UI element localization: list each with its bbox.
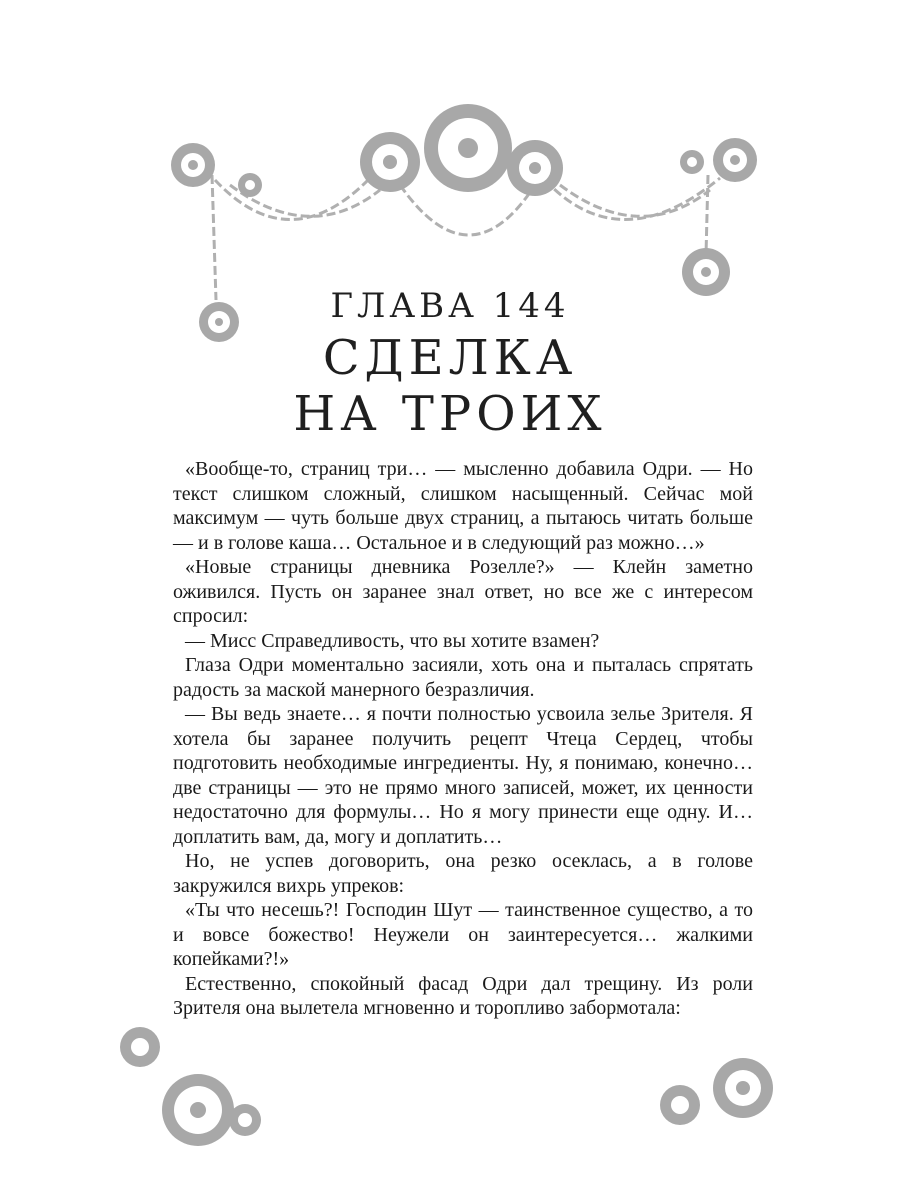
chapter-title-line-1: СДЕЛКА bbox=[322, 330, 578, 386]
gear-icon bbox=[360, 132, 420, 192]
paragraph: «Новые страницы дневника Розелле?» — Клейн заметно оживился. Пусть он заранее знал ответ, но все же с интересом спросил: bbox=[173, 556, 753, 627]
body-text bbox=[173, 457, 753, 1021]
chapter-title bbox=[0, 330, 900, 442]
gear-icon bbox=[120, 1027, 160, 1067]
paragraph: — Вы ведь знаете… я почти полностью усвоила зелье Зрителя. Я хотела бы заранее получить рецепт Чтеца Сердец, чтобы подготовить необходимые ингредиенты. Ну, я понимаю, конечно… две страницы — это не прямо много записей, может, их ценности недостаточно для формулы… Но я могу принести еще одну. И… доплатить вам, да, могу и доплатить… bbox=[173, 703, 753, 848]
chain-right bbox=[545, 175, 720, 255]
paragraph: «Вообще-то, страниц три… — мысленно добавила Одри. — Но текст слишком сложный, слишком насыщенный. Сейчас мой максимум — чуть больше двух страниц, а пытаюсь читать больше — и в голове каша… Остальное и в следующий раз можно…» bbox=[173, 458, 753, 554]
gear-icon bbox=[713, 138, 757, 182]
paragraph: — Мисс Справедливость, что вы хотите взамен? bbox=[185, 629, 600, 652]
paragraph: Но, не успев договорить, она резко осеклась, а в голове закружился вихрь упреков: bbox=[173, 850, 753, 897]
paragraph: Естественно, спокойный фасад Одри дал трещину. Из роли Зрителя она вылетела мгновенно и торопливо забормотала: bbox=[173, 972, 753, 1019]
gear-icon bbox=[713, 1058, 773, 1118]
bottom-right-gear-ornament bbox=[640, 1050, 800, 1170]
gear-icon bbox=[424, 104, 512, 192]
gear-icon bbox=[162, 1074, 234, 1146]
chain-left bbox=[212, 175, 370, 300]
gear-icon bbox=[229, 1104, 261, 1136]
chain-center bbox=[230, 185, 535, 235]
gear-icon bbox=[660, 1085, 700, 1125]
gear-icon bbox=[507, 140, 563, 196]
paragraph: «Ты что несешь?! Господин Шут — таинственное существо, а то и вовсе божество! Неужели он заинтересуется… жалкими копейками?!» bbox=[173, 899, 753, 970]
gear-icon bbox=[680, 150, 704, 174]
paragraph: Глаза Одри моментально засияли, хоть она и пыталась спрятать радость за маской манерного безразличия. bbox=[173, 654, 753, 701]
gear-icon bbox=[238, 173, 262, 197]
gear-icon bbox=[171, 143, 215, 187]
bottom-left-gear-ornament bbox=[110, 1015, 270, 1165]
chapter-number: ГЛАВА 144 bbox=[330, 286, 570, 326]
chapter-title-line-2: НА ТРОИХ bbox=[293, 386, 607, 442]
